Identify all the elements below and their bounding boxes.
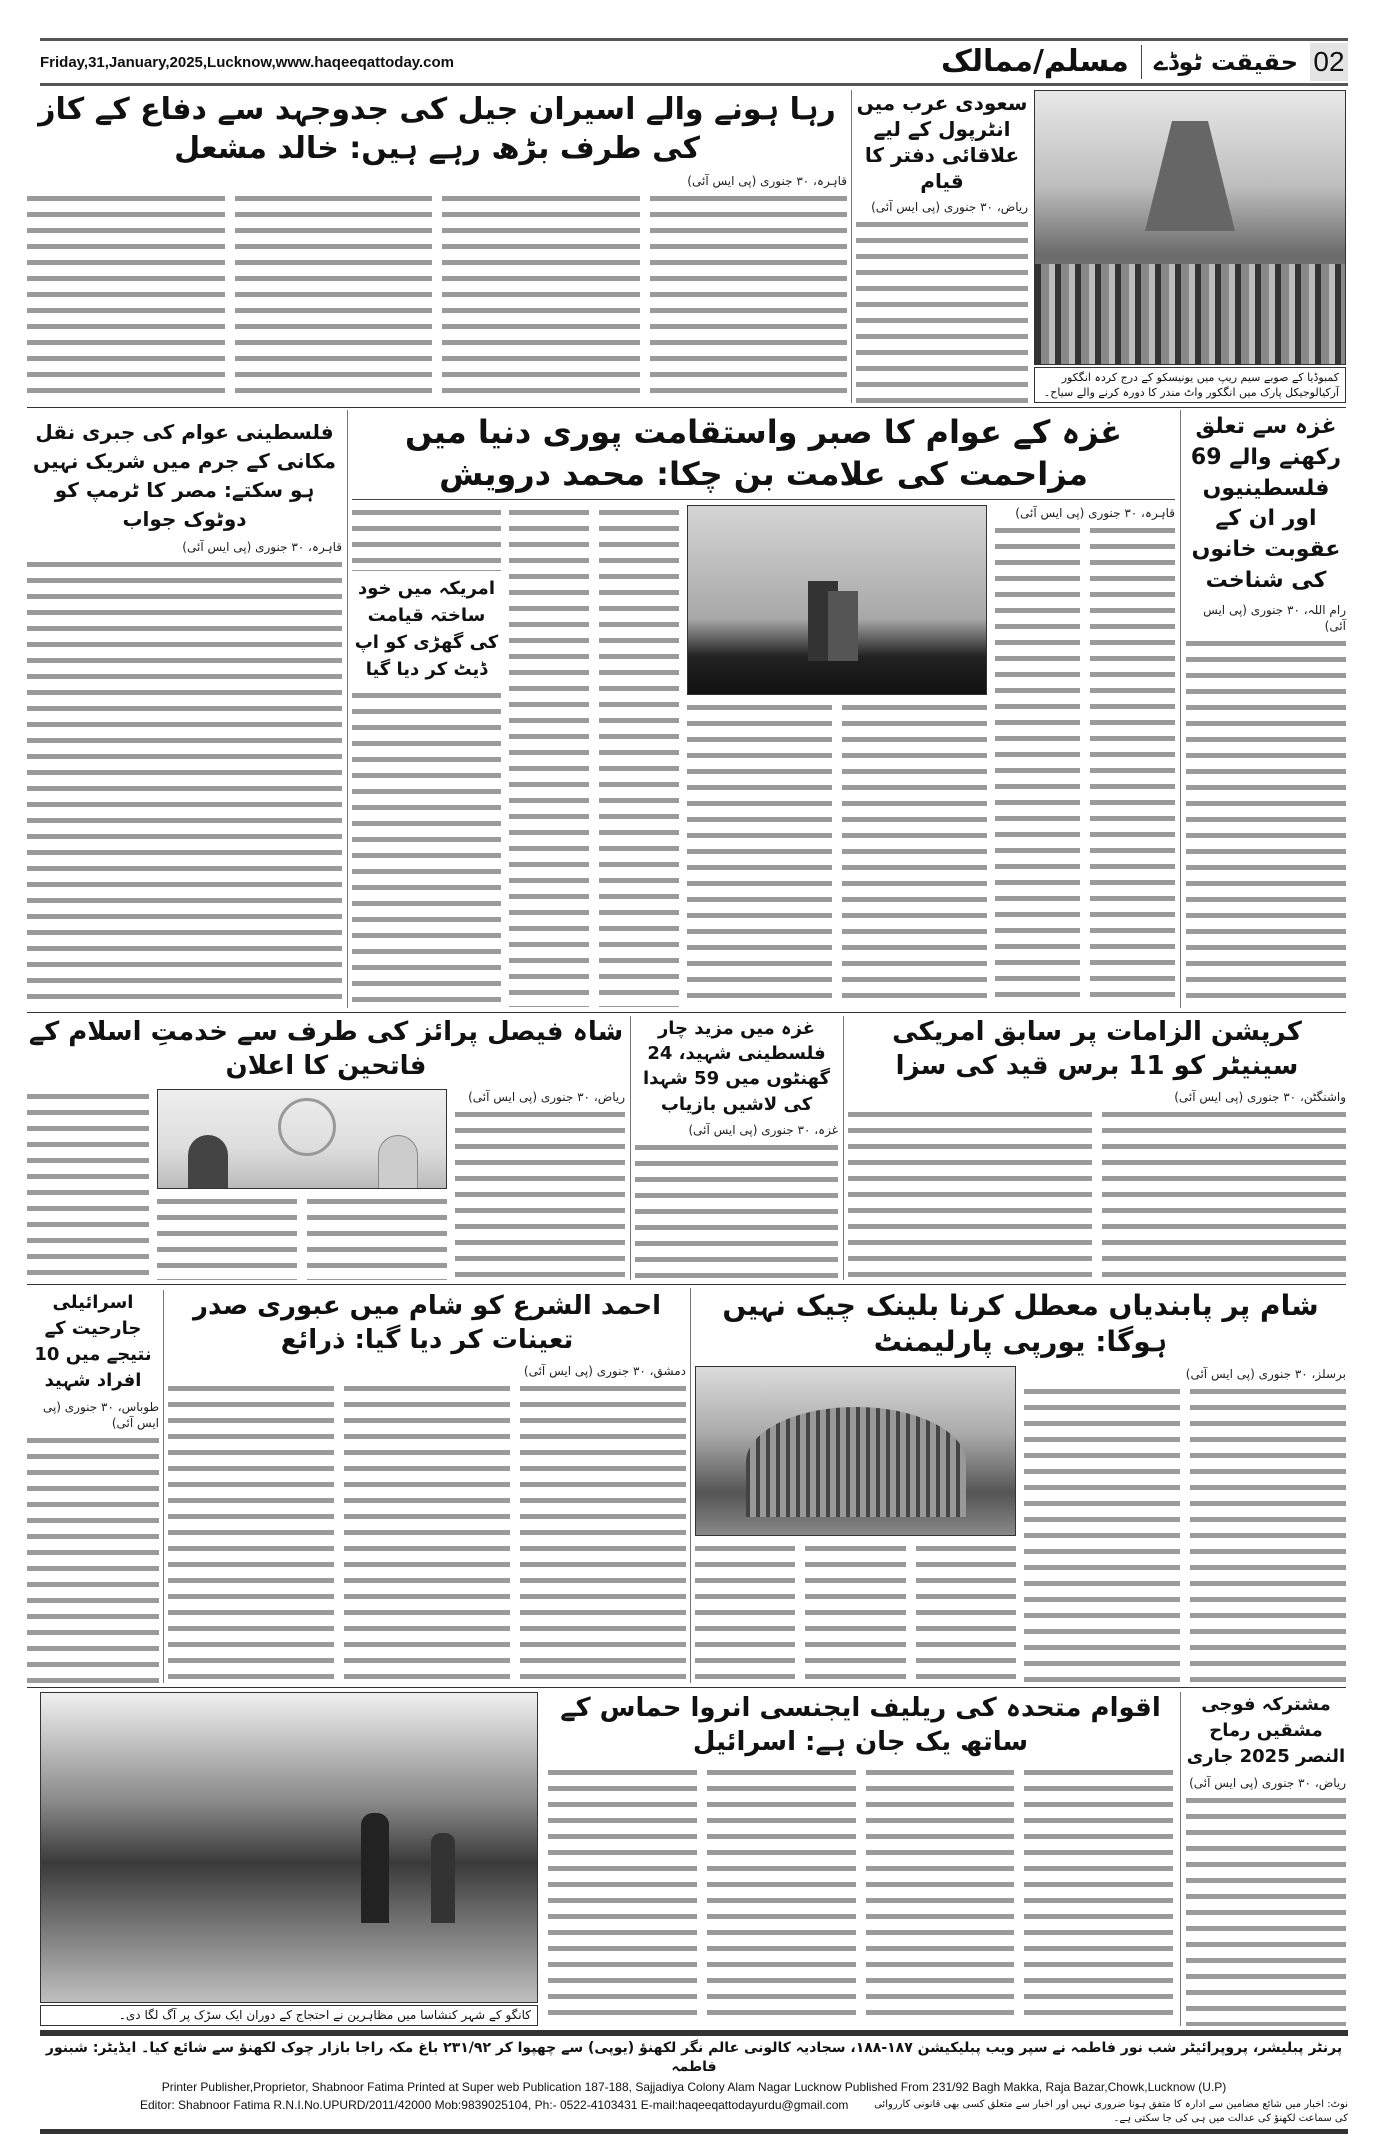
text-columns — [995, 523, 1175, 1007]
text-columns — [687, 700, 987, 1007]
article-israel10 — [27, 1290, 159, 1683]
article-body-faisal-cont — [27, 1089, 149, 1280]
article-body-gaza59 — [635, 1122, 838, 1280]
header-bottom-rule — [40, 83, 1348, 86]
dateline: قاہرہ، ۳۰ جنوری (پی ایس آئی) — [182, 540, 342, 554]
footer-bottom-rule — [40, 2129, 1348, 2134]
text-columns — [695, 1541, 1016, 1683]
headline-egypt-trump: فلسطینی عوام کی جبری نقل مکانی کے جرم میں شریک نہیں ہو سکتے: مصر کا ٹرمپ کو دوٹوک جواب — [33, 420, 336, 531]
text-column — [157, 1194, 297, 1280]
faisal-content — [27, 1089, 625, 1280]
text-columns — [1024, 1384, 1346, 1683]
article-syria-eu — [695, 1288, 1346, 1683]
text-column — [307, 1194, 447, 1280]
text-column — [442, 191, 640, 403]
article-body-darwish-cont — [687, 700, 987, 1007]
text-column — [842, 700, 987, 1007]
text-column — [235, 191, 433, 403]
newspaper-logo: حقیقت ٹوڈے — [1153, 48, 1298, 76]
text-column — [1186, 1793, 1346, 2026]
text-column — [1102, 1107, 1346, 1280]
headline-unrwa: اقوام متحدہ کی ریلیف ایجنسی انروا حماس کے ساتھ یک جان ہے: اسرائیل — [560, 1693, 1161, 1757]
text-columns — [27, 1089, 149, 1280]
headline-mashal: رہا ہونے والے اسیران جیل کی جدوجہد سے دفاع کے کاز کی طرف بڑھ رہے ہیں: خالد مشعل — [38, 92, 836, 166]
dateline: برسلز، ۳۰ جنوری (پی ایس آئی) — [1185, 1366, 1346, 1381]
syria-eu-content — [695, 1366, 1346, 1683]
text-columns — [635, 1140, 838, 1280]
dateline: دمشق، ۳۰ جنوری (پی ایس آئی) — [523, 1363, 686, 1378]
article-body-darwish-cont2 — [509, 505, 679, 1007]
dateline: ریاض، ۳۰ جنوری (پی ایس آئی) — [871, 200, 1028, 214]
article-prisoners69 — [1186, 412, 1346, 1007]
photo-kinshasa-protest — [40, 1692, 538, 2003]
photo-darwish-conference — [687, 505, 987, 695]
text-column — [995, 523, 1080, 1007]
text-column — [509, 505, 589, 1007]
article-body-interpol — [856, 199, 1028, 403]
text-columns — [27, 557, 342, 1006]
text-column — [599, 505, 679, 1007]
headline-israel10: اسرائیلی جارحیت کے نتیجے میں 10 افراد شہید — [34, 1292, 152, 1392]
headline-prisoners69: غزہ سے تعلق رکھنے والے 69 فلسطینیوں اور ان کے عقوبت خانوں کی شناخت — [1190, 414, 1342, 593]
dateline: ریاض، ۳۰ جنوری (پی ایس آئی) — [468, 1089, 625, 1104]
text-column — [687, 700, 832, 1007]
dateline: واشنگٹن، ۳۰ جنوری (پی ایس آئی) — [1174, 1089, 1346, 1104]
article-body-doomsday — [352, 688, 501, 1007]
text-column — [520, 1381, 686, 1683]
text-column — [548, 1765, 697, 2026]
text-columns — [856, 217, 1028, 403]
text-column — [695, 1541, 795, 1683]
footer — [40, 2030, 1348, 2134]
photo-faisal-prize-conference — [157, 1089, 447, 1189]
article-ramah — [1186, 1692, 1346, 2026]
article-body-darwish-end — [352, 505, 501, 565]
text-column — [707, 1765, 856, 2026]
footer-urdu-imprint: پرنٹر پبلیشر، پروپرائیٹر شب نور فاطمہ نے سپر ویب پبلیکیشن ۱۸۷-۱۸۸، سجادیہ کالونی عالم نگر لکھنؤ (یوپی) سے چھپوا کر ۲۳۱/۹۲ باغ مکہ راجا بازار چوک لکھنؤ سے شائع کیا۔ ایڈیٹر: شبنور فاطمہ — [45, 2040, 1343, 2075]
dateline: قاہرہ، ۳۰ جنوری (پی ایس آئی) — [1015, 506, 1175, 521]
photo-block-angkor — [1034, 90, 1346, 403]
page-number: 02 — [1310, 43, 1348, 81]
text-column — [805, 1541, 905, 1683]
text-column — [1024, 1765, 1173, 2026]
text-column — [27, 1089, 149, 1280]
article-body-mashal — [27, 173, 847, 403]
headline-interpol: سعودی عرب میں انٹرپول کے لیے علاقائی دفتر کا قیام — [856, 91, 1028, 193]
top-rule — [40, 38, 1348, 41]
footer-top-rule — [40, 2030, 1348, 2036]
section-title: مسلم/ممالک — [941, 44, 1129, 79]
text-columns — [157, 1194, 447, 1280]
text-column — [352, 688, 501, 1007]
article-body-syria-eu-cont — [695, 1541, 1016, 1683]
text-column — [1190, 1384, 1346, 1683]
text-column — [1186, 636, 1346, 1007]
text-column — [1024, 1384, 1180, 1683]
header-dateline: Friday,31,January,2025,Lucknow,www.haqeeqattoday.com — [40, 53, 455, 71]
dateline: رام اللہ، ۳۰ جنوری (پی ایس آئی) — [1203, 602, 1346, 633]
headline-darwish: غزہ کے عوام کا صبر واستقامت پوری دنیا میں مزاحمت کی علامت بن چکا: محمد درویش — [352, 412, 1175, 500]
article-body-israel10 — [27, 1399, 159, 1683]
text-columns — [455, 1107, 625, 1280]
text-column — [352, 505, 501, 565]
dateline: ریاض، ۳۰ جنوری (پی ایس آئی) — [1189, 1776, 1346, 1791]
headline-sharaa: احمد الشرع کو شام میں عبوری صدر تعینات کر دیا گیا: ذرائع — [193, 1291, 661, 1355]
article-unrwa — [548, 1692, 1173, 2026]
headline-senator: کرپشن الزامات پر سابق امریکی سینیٹر کو 11 برس قید کی سزا — [892, 1017, 1302, 1081]
text-column — [856, 217, 1028, 403]
dateline: قاہرہ، ۳۰ جنوری (پی ایس آئی) — [687, 174, 847, 188]
article-senator — [848, 1016, 1346, 1280]
text-columns — [27, 1433, 159, 1683]
article-body-ramah — [1186, 1775, 1346, 2026]
footer-editor-line: Editor: Shabnoor Fatima R.N.I.No.UPURD/2011/42000 Mob:9839025104, Ph:- 0522-4103431 E-mail:haqeeqattodayurdu@gmail.com — [140, 2097, 849, 2112]
darwish-content — [352, 505, 1175, 1007]
text-column — [848, 1107, 1092, 1280]
footer-disclaimer: نوٹ: اخبار میں شائع مضامین سے ادارہ کا متفق ہونا ضروری نہیں اور اخبار سے متعلق کسی بھی قانونی کارروائی کی سماعت لکھنؤ کی عدالت میں ہی کی جا سکتی ہے۔ — [874, 2098, 1348, 2124]
article-faisal — [27, 1016, 625, 1280]
text-column — [168, 1381, 334, 1683]
text-columns — [509, 505, 679, 1007]
text-column — [650, 191, 848, 403]
text-column — [866, 1765, 1015, 2026]
headline-doomsday-clock: امریکہ میں خود ساختہ قیامت کی گھڑی کو اپ ڈیٹ کر دیا گیا — [352, 570, 501, 683]
text-column — [916, 1541, 1016, 1683]
article-body-syria-eu — [1024, 1366, 1346, 1683]
article-body-darwish — [995, 505, 1175, 1007]
article-body-unrwa — [548, 1765, 1173, 2026]
text-columns — [352, 505, 501, 565]
text-column — [27, 557, 342, 1006]
photo-european-parliament — [695, 1366, 1016, 1536]
article-body-sharaa — [168, 1363, 686, 1683]
photo-caption-angkor: کمبوڈیا کے صوبے سیم ریپ میں یونیسکو کے درج کردہ انگکور آرکیالوجیکل پارک میں انگکور واٹ مندر کا دورہ کرنے والے سیاح۔ — [1034, 367, 1346, 403]
article-body-faisal — [455, 1089, 625, 1280]
text-column — [455, 1107, 625, 1280]
headline-ramah-alnasr: مشترکہ فوجی مشقیں رماح النصر 2025 جاری — [1186, 1694, 1346, 1768]
text-column — [635, 1140, 838, 1280]
headline-syria-eu: شام پر پابندیاں معطل کرنا بلینک چیک نہیں ہوگا: یورپی پارلیمنٹ — [722, 1289, 1319, 1359]
photo-caption-kinshasa: کانگو کے شہر کنشاسا میں مظاہرین نے احتجاج کے دوران ایک سڑک پر آگ لگا دی۔ — [40, 2005, 538, 2026]
text-columns — [27, 191, 847, 403]
text-columns — [848, 1107, 1346, 1280]
article-body-senator — [848, 1089, 1346, 1280]
text-columns — [352, 688, 501, 1007]
article-mashal — [27, 90, 847, 403]
text-columns — [548, 1765, 1173, 2026]
headline-faisal-prize: شاہ فیصل پرائز کی طرف سے خدمتِ اسلام کے فاتحین کا اعلان — [28, 1017, 624, 1081]
article-body-prisoners69 — [1186, 602, 1346, 1007]
text-columns — [1186, 1793, 1346, 2026]
dateline: طوباس، ۳۰ جنوری (پی ایس آئی) — [42, 1400, 159, 1431]
article-darwish — [352, 412, 1175, 1007]
text-columns — [1186, 636, 1346, 1007]
photo-block-kinshasa — [40, 1692, 538, 2026]
text-column — [27, 1433, 159, 1683]
text-columns — [168, 1381, 686, 1683]
photo-angkor-wat-tourists — [1034, 90, 1346, 365]
headline-gaza59: غزہ میں مزید چار فلسطینی شہید، 24 گھنٹوں میں 59 شہدا کی لاشیں بازیاب — [642, 1018, 831, 1115]
article-body-faisal-cont2 — [157, 1194, 447, 1280]
dateline: غزہ، ۳۰ جنوری (پی ایس آئی) — [688, 1122, 838, 1137]
text-column — [27, 191, 225, 403]
article-sharaa — [168, 1290, 686, 1683]
article-gaza59 — [635, 1016, 838, 1280]
article-interpol — [856, 90, 1028, 403]
header-bar — [40, 43, 1348, 81]
footer-english-imprint: Printer Publisher,Proprietor, Shabnoor Fatima Printed at Super web Publication 187-188, Sajjadiya Colony Alam Nagar Lucknow Published From 231/92 Bagh Makka, Raja Bazar,Chowk,Lucknow (U.P) — [161, 2079, 1227, 2094]
text-column — [344, 1381, 510, 1683]
article-body-egypt — [27, 539, 342, 1006]
article-egypt — [27, 418, 342, 1006]
text-column — [1090, 523, 1175, 1007]
